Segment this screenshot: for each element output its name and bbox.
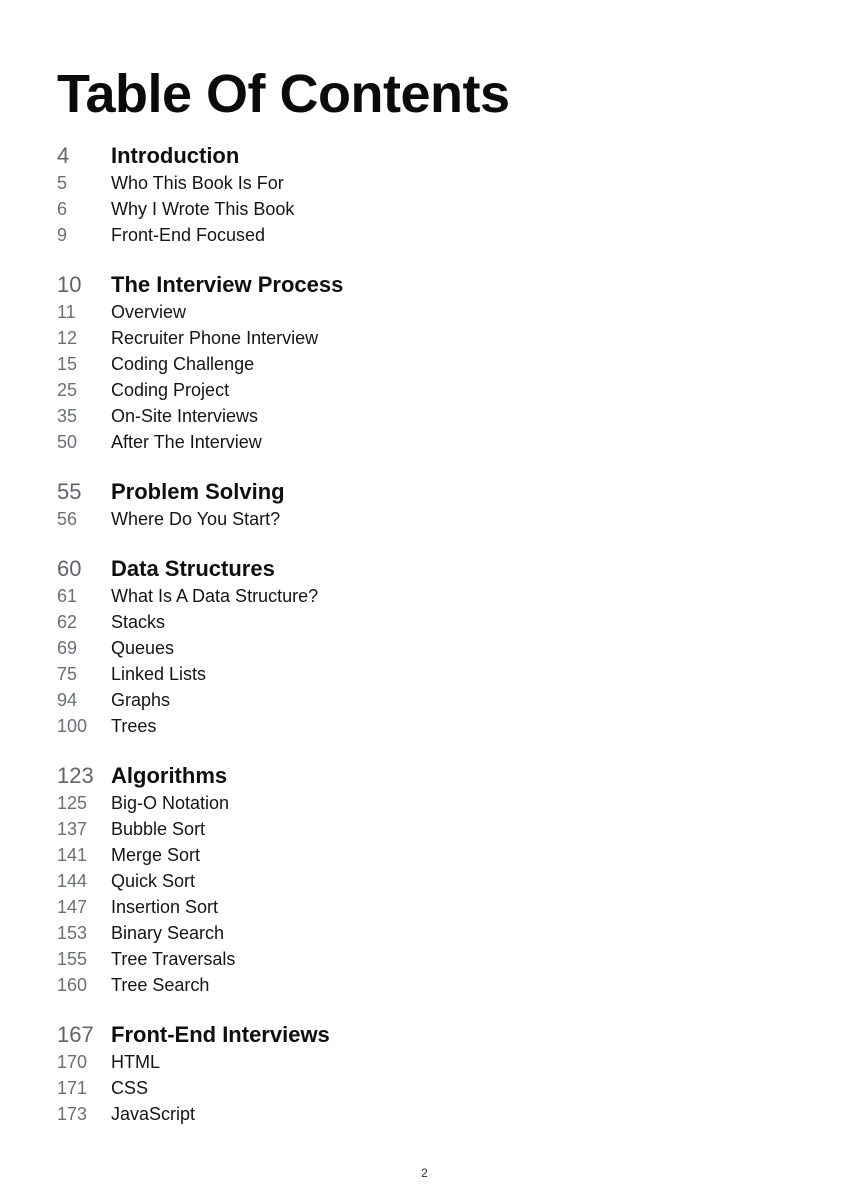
- toc-entry[interactable]: [57, 403, 797, 429]
- toc-entry[interactable]: [57, 687, 797, 713]
- entry-page-number: 61: [57, 586, 78, 606]
- entry-title: After The Interview: [111, 432, 262, 452]
- entry-page-number: 125: [57, 793, 88, 813]
- entry-title: Bubble Sort: [111, 819, 206, 839]
- entry-title: Insertion Sort: [111, 897, 219, 917]
- entry-title: Recruiter Phone Interview: [111, 328, 319, 348]
- heading-page-number: 10: [57, 272, 82, 297]
- entry-title: On-Site Interviews: [111, 406, 259, 426]
- entry-title: Who This Book Is For: [111, 173, 284, 193]
- entry-page-number: 155: [57, 949, 88, 969]
- toc-entry[interactable]: [57, 377, 797, 403]
- entry-title: HTML: [111, 1052, 160, 1072]
- toc-entry[interactable]: [57, 790, 797, 816]
- entry-title: Merge Sort: [111, 845, 201, 865]
- toc-entry[interactable]: [57, 325, 797, 351]
- entry-title: Tree Traversals: [111, 949, 236, 969]
- entry-page-number: 12: [57, 328, 78, 348]
- entry-title: Coding Project: [111, 380, 230, 400]
- entry-title: Front-End Focused: [111, 225, 266, 245]
- toc-heading[interactable]: [57, 1021, 797, 1049]
- entry-page-number: 9: [57, 225, 68, 245]
- entry-page-number: 147: [57, 897, 88, 917]
- entry-page-number: 50: [57, 432, 78, 452]
- toc-entry[interactable]: [57, 196, 797, 222]
- toc-entry[interactable]: [57, 842, 797, 868]
- toc-entry[interactable]: [57, 868, 797, 894]
- entry-page-number: 11: [57, 302, 76, 322]
- entry-title: Why I Wrote This Book: [111, 199, 295, 219]
- heading-title: Introduction: [111, 143, 240, 168]
- toc-section-problem-solving: [57, 478, 797, 532]
- entry-page-number: 137: [57, 819, 88, 839]
- entry-page-number: 15: [57, 354, 78, 374]
- toc-entry[interactable]: [57, 1075, 797, 1101]
- entry-title: Graphs: [111, 690, 171, 710]
- toc-entry[interactable]: [57, 170, 797, 196]
- entry-page-number: 69: [57, 638, 78, 658]
- toc-entry[interactable]: [57, 713, 797, 739]
- entry-page-number: 171: [57, 1078, 88, 1098]
- toc-entry[interactable]: [57, 351, 797, 377]
- entry-page-number: 75: [57, 664, 78, 684]
- entry-title: CSS: [111, 1078, 149, 1098]
- toc-entry[interactable]: [57, 299, 797, 325]
- toc-entry[interactable]: [57, 920, 797, 946]
- entry-title: Binary Search: [111, 923, 225, 943]
- toc-section-data-structures: [57, 555, 797, 739]
- toc-entry[interactable]: [57, 583, 797, 609]
- entry-page-number: 6: [57, 199, 68, 219]
- entry-page-number: 62: [57, 612, 78, 632]
- toc-entry[interactable]: [57, 946, 797, 972]
- toc-entry[interactable]: [57, 972, 797, 998]
- heading-page-number: 60: [57, 556, 82, 581]
- toc-entry[interactable]: [57, 661, 797, 687]
- toc-entry[interactable]: [57, 609, 797, 635]
- page-number: 2: [421, 1166, 428, 1180]
- toc-section-front-end-interviews: [57, 1021, 797, 1127]
- entry-page-number: 170: [57, 1052, 88, 1072]
- toc-heading[interactable]: [57, 555, 797, 583]
- entry-title: Trees: [111, 716, 157, 736]
- entry-page-number: 173: [57, 1104, 88, 1124]
- toc-entry[interactable]: [57, 429, 797, 455]
- entry-title: Overview: [111, 302, 187, 322]
- toc-entry[interactable]: [57, 816, 797, 842]
- toc-section-introduction: [57, 142, 797, 248]
- entry-title: Queues: [111, 638, 175, 658]
- entry-page-number: 100: [57, 716, 88, 736]
- entry-title: What Is A Data Structure?: [111, 586, 319, 606]
- entry-page-number: 94: [57, 690, 78, 710]
- heading-title: The Interview Process: [111, 272, 344, 297]
- entry-title: Stacks: [111, 612, 166, 632]
- toc-entry[interactable]: [57, 635, 797, 661]
- toc-entry[interactable]: [57, 1049, 797, 1075]
- entry-title: Big-O Notation: [111, 793, 230, 813]
- page-title: Table Of Contents: [57, 64, 510, 124]
- heading-title: Problem Solving: [111, 479, 285, 504]
- entry-page-number: 153: [57, 923, 88, 943]
- table-of-contents: [57, 142, 797, 1150]
- entry-page-number: 141: [57, 845, 88, 865]
- toc-section-interview-process: [57, 271, 797, 455]
- entry-title: Quick Sort: [111, 871, 196, 891]
- heading-title: Algorithms: [111, 763, 228, 788]
- heading-title: Data Structures: [111, 556, 275, 581]
- entry-title: Tree Search: [111, 975, 210, 995]
- toc-entry[interactable]: [57, 222, 797, 248]
- toc-heading[interactable]: [57, 142, 797, 170]
- toc-entry[interactable]: [57, 894, 797, 920]
- entry-page-number: 35: [57, 406, 78, 426]
- entry-page-number: 160: [57, 975, 88, 995]
- heading-page-number: 4: [57, 143, 70, 168]
- heading-page-number: 55: [57, 479, 82, 504]
- entry-title: JavaScript: [111, 1104, 196, 1124]
- toc-entry[interactable]: [57, 506, 797, 532]
- entry-page-number: 5: [57, 173, 68, 193]
- toc-heading[interactable]: [57, 478, 797, 506]
- toc-section-algorithms: [57, 762, 797, 998]
- toc-heading[interactable]: [57, 762, 797, 790]
- entry-title: Where Do You Start?: [111, 509, 281, 529]
- entry-page-number: 144: [57, 871, 88, 891]
- entry-title: Coding Challenge: [111, 354, 255, 374]
- entry-page-number: 25: [57, 380, 78, 400]
- toc-entry[interactable]: [57, 1101, 797, 1127]
- heading-page-number: 123: [57, 763, 94, 788]
- heading-title: Front-End Interviews: [111, 1022, 330, 1047]
- entry-page-number: 56: [57, 509, 78, 529]
- toc-heading[interactable]: [57, 271, 797, 299]
- entry-title: Linked Lists: [111, 664, 207, 684]
- heading-page-number: 167: [57, 1022, 94, 1047]
